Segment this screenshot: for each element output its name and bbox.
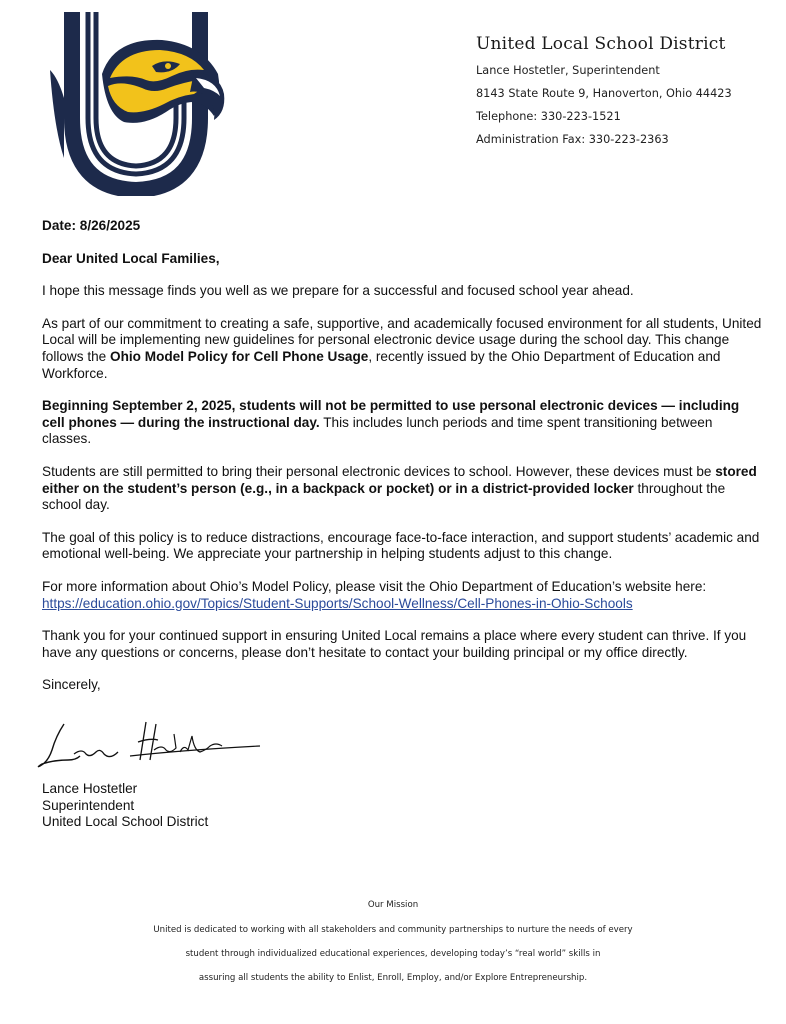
fax-line: Administration Fax: 330-223-2363	[476, 133, 669, 146]
paragraph-storage-text-b: throughout the school day.	[42, 480, 726, 513]
address-line: 8143 State Route 9, Hanoverton, Ohio 44423	[476, 87, 732, 100]
policy-name: Ohio Model Policy for Cell Phone Usage	[110, 348, 369, 364]
mission-title: Our Mission	[367, 900, 419, 910]
superintendent-line: Lance Hostetler, Superintendent	[476, 64, 660, 77]
paragraph-commitment-text-a: As part of our commitment to creating a safe, supportive, and academically focused environment for all students, United Local will be implementing new guidelines for personal electronic device usage during the school day. This change follows the	[42, 315, 762, 364]
signer-org: United Local School District	[42, 814, 209, 830]
signer-block	[42, 781, 208, 831]
policy-website-link[interactable]: https://education.ohio.gov/Topics/Student-Supports/School-Wellness/Cell-Phones-in-Ohio-Schools	[42, 595, 633, 611]
more-info-text: For more information about Ohio’s Model Policy, please visit the Ohio Department of Education’s website here:	[42, 578, 707, 594]
paragraph-commitment	[42, 316, 762, 382]
letter-body	[42, 218, 762, 694]
paragraph-goal: The goal of this policy is to reduce distractions, encourage face-to-face interaction, and support students’ academic and emotional well-being. We appreciate your partnership in helping students adjust to this change.	[42, 529, 760, 562]
signer-title: Superintendent	[42, 797, 135, 813]
paragraph-storage	[42, 464, 762, 514]
mission-line-2: student through individualized educational experiences, developing today’s “real world” skills in	[185, 949, 601, 959]
effective-date-statement: Beginning September 2, 2025, students will not be permitted to use personal electronic devices — including cell phones — during the instructional day.	[42, 398, 740, 430]
paragraph-more-info	[42, 579, 762, 612]
paragraph-storage-text-a: Students are still permitted to bring their personal electronic devices to school. However, these devices must be	[42, 463, 716, 479]
paragraph-commitment-text-b: , recently issued by the Ohio Department of Education and Workforce.	[42, 348, 721, 381]
salutation: Dear United Local Families,	[42, 250, 220, 266]
paragraph-intro: I hope this message finds you well as we prepare for a successful and focused school year ahead.	[42, 283, 634, 299]
signer-name: Lance Hostetler	[42, 781, 138, 796]
mission-line-1: United is dedicated to working with all stakeholders and community partnerships to nurture the needs of every	[153, 925, 633, 935]
storage-requirement: stored either on the student’s person (e.g., in a backpack or pocket) or in a district-provided locker	[42, 463, 757, 496]
district-name: United Local School District	[476, 34, 726, 54]
paragraph-thanks: Thank you for your continued support in ensuring United Local remains a place where every student can thrive. If you have any questions or concerns, please don’t hesitate to contact your building principal or my office directly.	[42, 628, 747, 660]
telephone-line: Telephone: 330-223-1521	[476, 110, 621, 123]
effective-date-rest: This includes lunch periods and time spent transitioning between classes.	[42, 414, 713, 447]
mission-statement	[0, 900, 786, 997]
closing: Sincerely,	[42, 677, 101, 693]
handwritten-signature	[34, 716, 274, 772]
paragraph-effective-date	[42, 398, 762, 448]
letterhead	[476, 34, 776, 155]
mission-line-3: assuring all students the ability to Enlist, Enroll, Employ, and/or Explore Entrepreneurship.	[198, 973, 588, 983]
letter-date: Date: 8/26/2025	[42, 218, 141, 233]
district-logo-icon	[44, 8, 226, 196]
